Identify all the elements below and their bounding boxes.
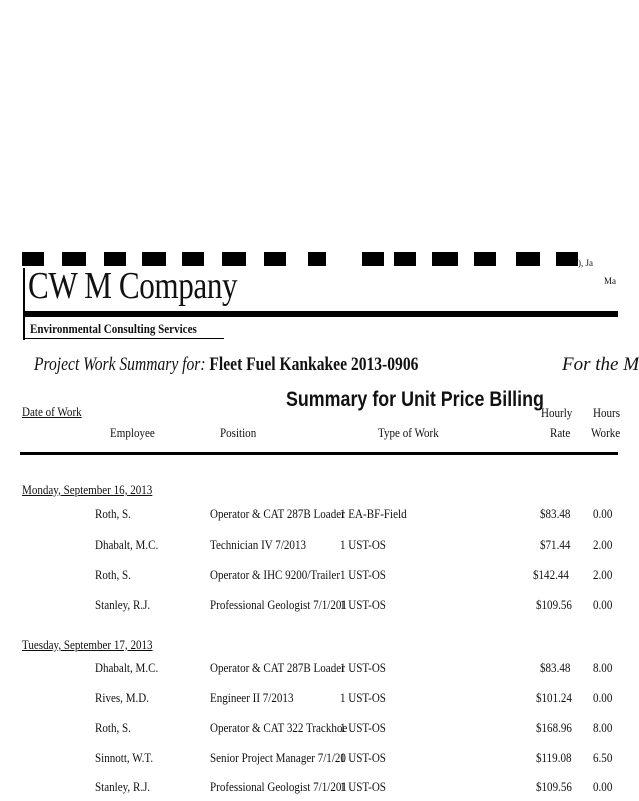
company-tagline: Environmental Consulting Services [30, 321, 197, 336]
cell-rate: $168.96 [536, 720, 572, 735]
cell-type: 1 UST-OS [340, 597, 386, 612]
cell-type: 1 UST-OS [340, 567, 386, 582]
project-line [34, 354, 418, 376]
period-label: For the M [562, 354, 639, 375]
company-name: CW M Company [28, 265, 238, 307]
table-row [0, 537, 618, 559]
cell-rate: $83.48 [540, 660, 571, 675]
cell-employee: Stanley, R.J. [95, 779, 151, 794]
cell-position: Professional Geologist 7/1/201 [210, 597, 347, 612]
table-row [0, 690, 618, 712]
cell-employee: Stanley, R.J. [95, 597, 151, 612]
table-row [0, 660, 618, 682]
col-hourly-rate-line2: Rate [550, 425, 571, 440]
tagline-underline [24, 338, 224, 339]
cell-position: Engineer II 7/2013 [210, 690, 294, 705]
cell-hours: 0.00 [593, 690, 613, 705]
project-label: Project Work Summary for: [34, 354, 206, 375]
cell-employee: Dhabalt, M.C. [95, 537, 159, 552]
cell-position: Operator & CAT 287B Loader [210, 506, 345, 521]
header-rule [20, 452, 618, 455]
cell-type: 1 UST-OS [340, 690, 386, 705]
cell-type: 1 UST-OS [340, 779, 386, 794]
cell-type: 1 UST-OS [340, 537, 386, 552]
corner-text-mid: Ma [604, 276, 616, 286]
col-type-of-work: Type of Work [378, 425, 439, 440]
cell-employee: Roth, S. [95, 567, 131, 582]
cell-rate: $109.56 [536, 779, 572, 794]
cell-position: Operator & CAT 287B Loader [210, 660, 345, 675]
cell-rate: $109.56 [536, 597, 572, 612]
summary-title: Summary for Unit Price Billing [286, 388, 544, 411]
cell-hours: 6.50 [593, 750, 613, 765]
cell-employee: Roth, S. [95, 720, 131, 735]
cell-hours: 0.00 [593, 597, 613, 612]
day-heading: Monday, September 16, 2013 [22, 482, 153, 497]
letterhead-left-rule [23, 268, 25, 340]
cell-employee: Dhabalt, M.C. [95, 660, 159, 675]
corner-text-top: ), Ja [578, 258, 593, 268]
cell-employee: Roth, S. [95, 506, 131, 521]
cell-rate: $101.24 [536, 690, 572, 705]
col-hours-line1: Hours [593, 405, 621, 420]
cell-rate: $71.44 [540, 537, 571, 552]
col-hours-line2: Worke [591, 425, 621, 440]
cell-rate: $83.48 [540, 506, 571, 521]
cell-type: 1 UST-OS [340, 720, 386, 735]
table-row [0, 720, 618, 742]
cell-hours: 2.00 [593, 567, 613, 582]
cell-hours: 2.00 [593, 537, 613, 552]
letterhead-thick-rule [24, 311, 618, 317]
cell-rate: $119.08 [536, 750, 572, 765]
cell-position: Professional Geologist 7/1/201 [210, 779, 347, 794]
table-row [0, 779, 618, 801]
col-date-of-work: Date of Work [22, 404, 82, 419]
day-heading: Tuesday, September 17, 2013 [22, 637, 153, 652]
cell-hours: 0.00 [593, 506, 613, 521]
col-hourly-rate-line1: Hourly [541, 405, 573, 420]
cell-position: Operator & CAT 322 Trackhoe [210, 720, 348, 735]
cell-employee: Sinnott, W.T. [95, 750, 154, 765]
cell-hours: 8.00 [593, 660, 613, 675]
project-name: Fleet Fuel Kankakee 2013-0906 [209, 354, 419, 375]
cell-rate: $142.44 [533, 567, 569, 582]
cell-type: 1 UST-OS [340, 750, 386, 765]
table-row [0, 506, 618, 528]
col-position: Position [220, 425, 257, 440]
col-employee: Employee [110, 425, 155, 440]
cell-position: Senior Project Manager 7/1/20 [210, 750, 346, 765]
table-row [0, 567, 618, 589]
cell-position: Operator & IHC 9200/Trailer [210, 567, 341, 582]
cell-type: 1 UST-OS [340, 660, 386, 675]
cell-hours: 8.00 [593, 720, 613, 735]
cell-employee: Rives, M.D. [95, 690, 150, 705]
cell-type: 1 EA-BF-Field [340, 506, 407, 521]
table-row [0, 597, 618, 619]
table-row [0, 750, 618, 772]
cell-hours: 0.00 [593, 779, 613, 794]
cell-position: Technician IV 7/2013 [210, 537, 306, 552]
